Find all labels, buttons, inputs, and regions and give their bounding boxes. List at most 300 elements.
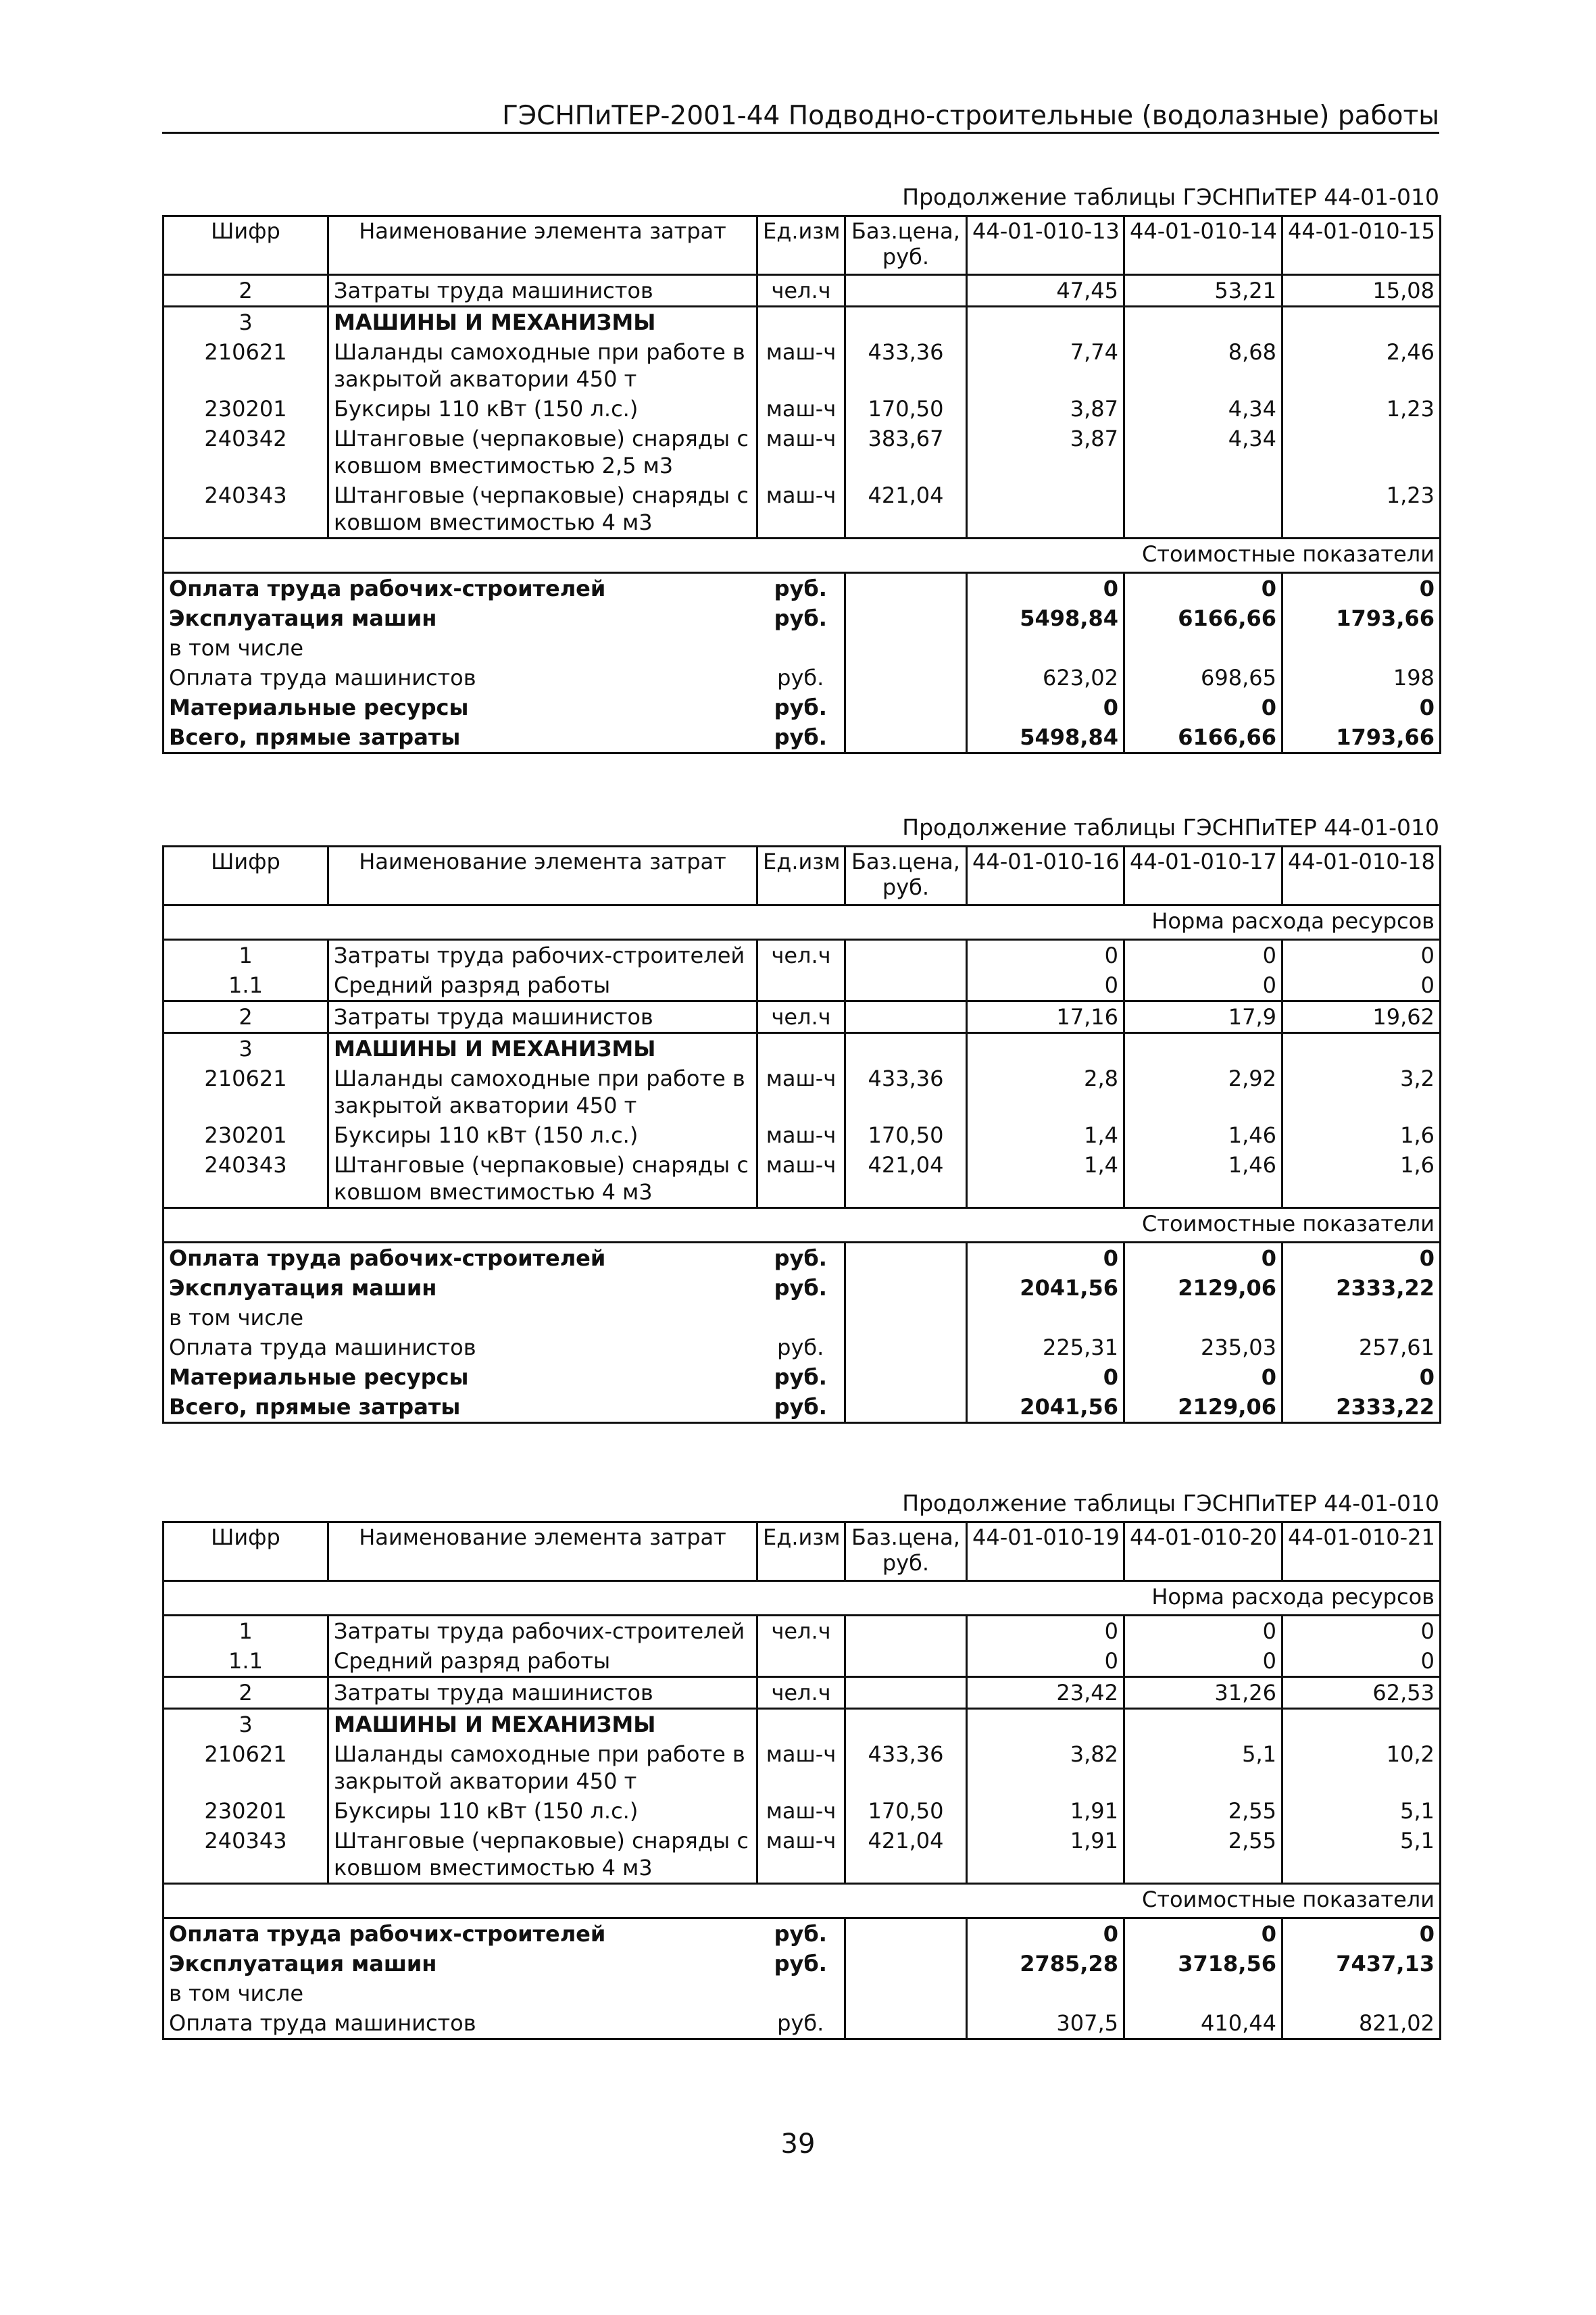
summary-unit (757, 633, 845, 663)
summary-value-1: 5498,84 (967, 722, 1124, 753)
summary-value-2 (1124, 1978, 1282, 2008)
resource-price (845, 307, 967, 338)
resource-unit (757, 1646, 845, 1677)
resource-unit: маш-ч (757, 480, 845, 539)
col-header-name: Наименование элемента затрат (328, 216, 757, 275)
resource-code: 210621 (164, 1739, 328, 1796)
summary-value-1: 0 (967, 1243, 1124, 1274)
value-col-2: 0 (1124, 940, 1282, 971)
summary-row (164, 1918, 1441, 1949)
summary-value-2: 410,44 (1124, 2008, 1282, 2039)
resource-code: 240343 (164, 480, 328, 539)
value-col-1: 1,91 (967, 1796, 1124, 1826)
resource-code: 240343 (164, 1150, 328, 1208)
summary-price (845, 1303, 967, 1333)
summary-value-1: 0 (967, 1362, 1124, 1392)
value-col-3: 15,08 (1282, 275, 1441, 307)
summary-label: в том числе (164, 1978, 757, 2008)
value-col-3: 1,23 (1282, 480, 1441, 539)
value-col-2: 0 (1124, 970, 1282, 1001)
resource-code: 230201 (164, 1120, 328, 1150)
norm-label: Норма расхода ресурсов (164, 1581, 1441, 1616)
summary-price (845, 693, 967, 722)
resource-price (845, 970, 967, 1001)
summary-price (845, 573, 967, 604)
summary-label: Всего, прямые затраты (164, 722, 757, 753)
value-col-2 (1124, 480, 1282, 539)
resource-name: Затраты труда рабочих-строителей (328, 940, 757, 971)
resource-code: 240343 (164, 1826, 328, 1884)
value-col-3: 3,2 (1282, 1064, 1441, 1120)
value-col-3: 0 (1282, 1616, 1441, 1647)
summary-label: Оплата труда машинистов (164, 1333, 757, 1362)
col-header-code-2: 44-01-010-14 (1124, 216, 1282, 275)
col-header-code-1: 44-01-010-16 (967, 847, 1124, 905)
summary-value-1: 2041,56 (967, 1392, 1124, 1423)
summary-unit: руб. (757, 722, 845, 753)
summary-value-2: 2129,06 (1124, 1273, 1282, 1303)
resource-unit: маш-ч (757, 1120, 845, 1150)
value-col-1: 0 (967, 970, 1124, 1001)
value-col-1: 17,16 (967, 1001, 1124, 1033)
resource-name: Затраты труда машинистов (328, 1001, 757, 1033)
value-col-1: 1,4 (967, 1150, 1124, 1208)
summary-value-3: 7437,13 (1282, 1949, 1441, 1978)
resource-code: 1 (164, 940, 328, 971)
col-header-unit: Ед.изм (757, 847, 845, 905)
col-header-name: Наименование элемента затрат (328, 847, 757, 905)
resource-price: 170,50 (845, 1120, 967, 1150)
col-header-name: Наименование элемента затрат (328, 1522, 757, 1581)
summary-unit: руб. (757, 1273, 845, 1303)
summary-label: в том числе (164, 1303, 757, 1333)
resource-unit: маш-ч (757, 337, 845, 394)
resource-unit (757, 970, 845, 1001)
value-col-2: 53,21 (1124, 275, 1282, 307)
cost-table-3 (162, 1490, 1439, 2040)
table-header-row (164, 847, 1441, 905)
summary-unit: руб. (757, 1949, 845, 1978)
summary-value-1 (967, 633, 1124, 663)
summary-value-2: 235,03 (1124, 1333, 1282, 1362)
table-header-row (164, 216, 1441, 275)
summary-value-2 (1124, 633, 1282, 663)
summary-price (845, 1392, 967, 1423)
value-col-3: 19,62 (1282, 1001, 1441, 1033)
summary-value-2: 2129,06 (1124, 1392, 1282, 1423)
resource-unit: маш-ч (757, 1739, 845, 1796)
resource-unit: маш-ч (757, 394, 845, 424)
table-row (164, 1150, 1441, 1208)
table-row (164, 307, 1441, 338)
value-col-3: 0 (1282, 970, 1441, 1001)
summary-row (164, 1273, 1441, 1303)
summary-value-2 (1124, 1303, 1282, 1333)
table-row (164, 1616, 1441, 1647)
resource-code: 210621 (164, 1064, 328, 1120)
value-col-2: 31,26 (1124, 1677, 1282, 1709)
table-row (164, 1709, 1441, 1740)
col-header-unit: Ед.изм (757, 1522, 845, 1581)
summary-value-1 (967, 1303, 1124, 1333)
continuation-caption: Продолжение таблицы ГЭСНПиТЕР 44-01-010 (902, 184, 1439, 210)
col-header-price: Баз.цена, руб. (845, 216, 967, 275)
value-col-3: 0 (1282, 1646, 1441, 1677)
resource-name: Шаланды самоходные при работе в закрытой акватории 450 т (328, 1739, 757, 1796)
summary-label: в том числе (164, 633, 757, 663)
resource-price: 170,50 (845, 394, 967, 424)
summary-label: Материальные ресурсы (164, 1362, 757, 1392)
resource-unit: чел.ч (757, 940, 845, 971)
resource-name: МАШИНЫ И МЕХАНИЗМЫ (328, 307, 757, 338)
resource-code: 230201 (164, 1796, 328, 1826)
resource-name: Штанговые (черпаковые) снаряды с ковшом вместимостью 4 м3 (328, 480, 757, 539)
col-header-code-2: 44-01-010-20 (1124, 1522, 1282, 1581)
value-col-2: 1,46 (1124, 1120, 1282, 1150)
summary-value-2: 0 (1124, 1362, 1282, 1392)
resource-name: Штанговые (черпаковые) снаряды с ковшом вместимостью 2,5 м3 (328, 424, 757, 480)
summary-value-3: 2333,22 (1282, 1392, 1441, 1423)
col-header-code-1: 44-01-010-19 (967, 1522, 1124, 1581)
col-header-unit: Ед.изм (757, 216, 845, 275)
value-col-1 (967, 480, 1124, 539)
cost-indicators-label: Стоимостные показатели (164, 539, 1441, 573)
summary-value-1: 623,02 (967, 663, 1124, 693)
resource-name: МАШИНЫ И МЕХАНИЗМЫ (328, 1709, 757, 1740)
table-row (164, 1826, 1441, 1884)
resource-unit: маш-ч (757, 1826, 845, 1884)
summary-price (845, 603, 967, 633)
summary-value-3: 0 (1282, 1243, 1441, 1274)
value-col-3 (1282, 1033, 1441, 1064)
value-col-1: 47,45 (967, 275, 1124, 307)
col-header-code-3: 44-01-010-18 (1282, 847, 1441, 905)
col-header-code: Шифр (164, 216, 328, 275)
summary-value-2: 6166,66 (1124, 603, 1282, 633)
table-grid (162, 215, 1441, 754)
value-col-1: 0 (967, 1616, 1124, 1647)
resource-name: Затраты труда рабочих-строителей (328, 1616, 757, 1647)
value-col-2: 2,55 (1124, 1796, 1282, 1826)
summary-price (845, 1243, 967, 1274)
value-col-2 (1124, 1033, 1282, 1064)
cost-indicators-label: Стоимостные показатели (164, 1208, 1441, 1243)
summary-label: Всего, прямые затраты (164, 1392, 757, 1423)
resource-price (845, 940, 967, 971)
resource-name: Штанговые (черпаковые) снаряды с ковшом вместимостью 4 м3 (328, 1150, 757, 1208)
resource-unit: чел.ч (757, 1677, 845, 1709)
summary-price (845, 1273, 967, 1303)
table-row (164, 424, 1441, 480)
summary-value-3 (1282, 1303, 1441, 1333)
summary-value-2: 0 (1124, 693, 1282, 722)
resource-price (845, 275, 967, 307)
resource-unit: чел.ч (757, 1616, 845, 1647)
summary-row (164, 2008, 1441, 2039)
value-col-3: 1,6 (1282, 1120, 1441, 1150)
summary-unit: руб. (757, 1362, 845, 1392)
table-header-row (164, 1522, 1441, 1581)
summary-value-1: 307,5 (967, 2008, 1124, 2039)
resource-price: 421,04 (845, 480, 967, 539)
resource-code: 1.1 (164, 970, 328, 1001)
value-col-3: 0 (1282, 940, 1441, 971)
summary-value-1: 2041,56 (967, 1273, 1124, 1303)
summary-row (164, 722, 1441, 753)
resource-code: 210621 (164, 337, 328, 394)
resource-price: 383,67 (845, 424, 967, 480)
table-grid (162, 845, 1441, 1424)
col-header-code: Шифр (164, 1522, 328, 1581)
table-row (164, 275, 1441, 307)
continuation-caption: Продолжение таблицы ГЭСНПиТЕР 44-01-010 (902, 814, 1439, 841)
summary-unit: руб. (757, 573, 845, 604)
col-header-code-3: 44-01-010-21 (1282, 1522, 1441, 1581)
summary-value-1: 2785,28 (967, 1949, 1124, 1978)
summary-value-3 (1282, 1978, 1441, 2008)
table-row (164, 337, 1441, 394)
value-col-3 (1282, 307, 1441, 338)
resource-code: 240342 (164, 424, 328, 480)
summary-unit (757, 1978, 845, 2008)
summary-label: Эксплуатация машин (164, 1273, 757, 1303)
summary-price (845, 1918, 967, 1949)
summary-row (164, 1243, 1441, 1274)
col-header-code: Шифр (164, 847, 328, 905)
summary-row (164, 1392, 1441, 1423)
value-col-2: 0 (1124, 1616, 1282, 1647)
value-col-2: 2,92 (1124, 1064, 1282, 1120)
summary-label: Оплата труда рабочих-строителей (164, 1918, 757, 1949)
table-row (164, 1033, 1441, 1064)
resource-price: 433,36 (845, 1739, 967, 1796)
table-row (164, 480, 1441, 539)
summary-value-2: 0 (1124, 1918, 1282, 1949)
resource-name: Буксиры 110 кВт (150 л.с.) (328, 394, 757, 424)
summary-value-3: 198 (1282, 663, 1441, 693)
summary-value-3: 821,02 (1282, 2008, 1441, 2039)
resource-price (845, 1616, 967, 1647)
resource-price (845, 1001, 967, 1033)
page-number: 39 (780, 2129, 816, 2160)
resource-price (845, 1646, 967, 1677)
resource-name: Затраты труда машинистов (328, 275, 757, 307)
value-col-3: 2,46 (1282, 337, 1441, 394)
value-col-3: 5,1 (1282, 1796, 1441, 1826)
value-col-3: 1,23 (1282, 394, 1441, 424)
summary-label: Эксплуатация машин (164, 1949, 757, 1978)
resource-name: Шаланды самоходные при работе в закрытой акватории 450 т (328, 1064, 757, 1120)
table-row (164, 394, 1441, 424)
value-col-1 (967, 1033, 1124, 1064)
resource-code: 2 (164, 275, 328, 307)
table-row (164, 1677, 1441, 1709)
summary-value-3: 0 (1282, 573, 1441, 604)
resource-name: Средний разряд работы (328, 1646, 757, 1677)
resource-unit (757, 1709, 845, 1740)
resource-price (845, 1677, 967, 1709)
resource-code: 2 (164, 1001, 328, 1033)
summary-value-2: 0 (1124, 573, 1282, 604)
resource-name: Буксиры 110 кВт (150 л.с.) (328, 1120, 757, 1150)
resource-unit: маш-ч (757, 424, 845, 480)
resource-price: 421,04 (845, 1826, 967, 1884)
resource-price: 421,04 (845, 1150, 967, 1208)
value-col-2 (1124, 1709, 1282, 1740)
resource-price: 433,36 (845, 1064, 967, 1120)
value-col-1: 1,4 (967, 1120, 1124, 1150)
summary-row (164, 693, 1441, 722)
summary-label: Оплата труда рабочих-строителей (164, 1243, 757, 1274)
resource-code: 230201 (164, 394, 328, 424)
resource-unit: чел.ч (757, 1001, 845, 1033)
resource-code: 2 (164, 1677, 328, 1709)
value-col-3 (1282, 1709, 1441, 1740)
table-grid (162, 1521, 1441, 2040)
resource-price (845, 1033, 967, 1064)
summary-row (164, 1362, 1441, 1392)
value-col-2: 5,1 (1124, 1739, 1282, 1796)
summary-label: Эксплуатация машин (164, 603, 757, 633)
table-row (164, 1120, 1441, 1150)
norm-label: Норма расхода ресурсов (164, 905, 1441, 940)
resource-unit (757, 307, 845, 338)
summary-value-1: 0 (967, 693, 1124, 722)
header-rule (162, 132, 1439, 134)
resource-name: Шаланды самоходные при работе в закрытой акватории 450 т (328, 337, 757, 394)
summary-row (164, 1978, 1441, 2008)
value-col-1: 0 (967, 1646, 1124, 1677)
summary-value-3: 257,61 (1282, 1333, 1441, 1362)
summary-row (164, 1333, 1441, 1362)
summary-unit (757, 1303, 845, 1333)
summary-value-3: 0 (1282, 1362, 1441, 1392)
value-col-1: 1,91 (967, 1826, 1124, 1884)
value-col-1: 3,82 (967, 1739, 1124, 1796)
summary-price (845, 722, 967, 753)
summary-row (164, 573, 1441, 604)
table-row (164, 970, 1441, 1001)
summary-price (845, 1978, 967, 2008)
col-header-code-2: 44-01-010-17 (1124, 847, 1282, 905)
resource-unit: маш-ч (757, 1064, 845, 1120)
summary-unit: руб. (757, 2008, 845, 2039)
summary-label: Оплата труда машинистов (164, 2008, 757, 2039)
resource-name: Затраты труда машинистов (328, 1677, 757, 1709)
summary-row (164, 603, 1441, 633)
value-col-2: 2,55 (1124, 1826, 1282, 1884)
resource-code: 3 (164, 1033, 328, 1064)
value-col-1: 23,42 (967, 1677, 1124, 1709)
summary-value-3 (1282, 633, 1441, 663)
resource-name: Средний разряд работы (328, 970, 757, 1001)
resource-price: 170,50 (845, 1796, 967, 1826)
value-col-1: 2,8 (967, 1064, 1124, 1120)
summary-unit: руб. (757, 1243, 845, 1274)
resource-unit: маш-ч (757, 1150, 845, 1208)
summary-row (164, 633, 1441, 663)
table-row (164, 1739, 1441, 1796)
summary-row (164, 1949, 1441, 1978)
value-col-3: 10,2 (1282, 1739, 1441, 1796)
value-col-1: 7,74 (967, 337, 1124, 394)
summary-price (845, 2008, 967, 2039)
resource-code: 1.1 (164, 1646, 328, 1677)
summary-price (845, 1362, 967, 1392)
col-header-code-3: 44-01-010-15 (1282, 216, 1441, 275)
summary-row (164, 1303, 1441, 1333)
summary-unit: руб. (757, 1333, 845, 1362)
resource-unit (757, 1033, 845, 1064)
resource-code: 1 (164, 1616, 328, 1647)
table-row (164, 1064, 1441, 1120)
summary-unit: руб. (757, 693, 845, 722)
value-col-2: 4,34 (1124, 394, 1282, 424)
summary-value-2: 698,65 (1124, 663, 1282, 693)
table-row (164, 1646, 1441, 1677)
summary-value-2: 0 (1124, 1243, 1282, 1274)
col-header-price: Баз.цена, руб. (845, 847, 967, 905)
summary-unit: руб. (757, 1392, 845, 1423)
resource-name: Штанговые (черпаковые) снаряды с ковшом вместимостью 4 м3 (328, 1826, 757, 1884)
summary-label: Оплата труда рабочих-строителей (164, 573, 757, 604)
resource-unit: маш-ч (757, 1796, 845, 1826)
value-col-2: 8,68 (1124, 337, 1282, 394)
summary-value-3: 2333,22 (1282, 1273, 1441, 1303)
value-col-1: 3,87 (967, 424, 1124, 480)
summary-value-1: 0 (967, 1918, 1124, 1949)
summary-price (845, 1949, 967, 1978)
table-row (164, 1001, 1441, 1033)
value-col-3: 62,53 (1282, 1677, 1441, 1709)
summary-price (845, 633, 967, 663)
page-header: ГЭСНПиТЕР-2001-44 Подводно-строительные (водолазные) работы (502, 101, 1439, 131)
summary-unit: руб. (757, 1918, 845, 1949)
resource-unit: чел.ч (757, 275, 845, 307)
resource-price: 433,36 (845, 337, 967, 394)
table-row (164, 1796, 1441, 1826)
continuation-caption: Продолжение таблицы ГЭСНПиТЕР 44-01-010 (902, 1490, 1439, 1516)
value-col-1: 0 (967, 940, 1124, 971)
value-col-2: 4,34 (1124, 424, 1282, 480)
summary-value-3: 1793,66 (1282, 603, 1441, 633)
summary-value-3: 0 (1282, 1918, 1441, 1949)
resource-name: МАШИНЫ И МЕХАНИЗМЫ (328, 1033, 757, 1064)
value-col-2 (1124, 307, 1282, 338)
col-header-price: Баз.цена, руб. (845, 1522, 967, 1581)
value-col-2: 1,46 (1124, 1150, 1282, 1208)
value-col-2: 0 (1124, 1646, 1282, 1677)
value-col-1: 3,87 (967, 394, 1124, 424)
summary-value-1: 0 (967, 573, 1124, 604)
resource-price (845, 1709, 967, 1740)
summary-value-1 (967, 1978, 1124, 2008)
summary-price (845, 663, 967, 693)
summary-price (845, 1333, 967, 1362)
value-col-3 (1282, 424, 1441, 480)
cost-indicators-label: Стоимостные показатели (164, 1884, 1441, 1918)
summary-value-3: 1793,66 (1282, 722, 1441, 753)
summary-label: Материальные ресурсы (164, 693, 757, 722)
summary-value-2: 3718,56 (1124, 1949, 1282, 1978)
summary-unit: руб. (757, 663, 845, 693)
resource-code: 3 (164, 307, 328, 338)
value-col-1 (967, 307, 1124, 338)
summary-value-1: 5498,84 (967, 603, 1124, 633)
summary-value-2: 6166,66 (1124, 722, 1282, 753)
cost-table-2 (162, 814, 1439, 1424)
resource-code: 3 (164, 1709, 328, 1740)
